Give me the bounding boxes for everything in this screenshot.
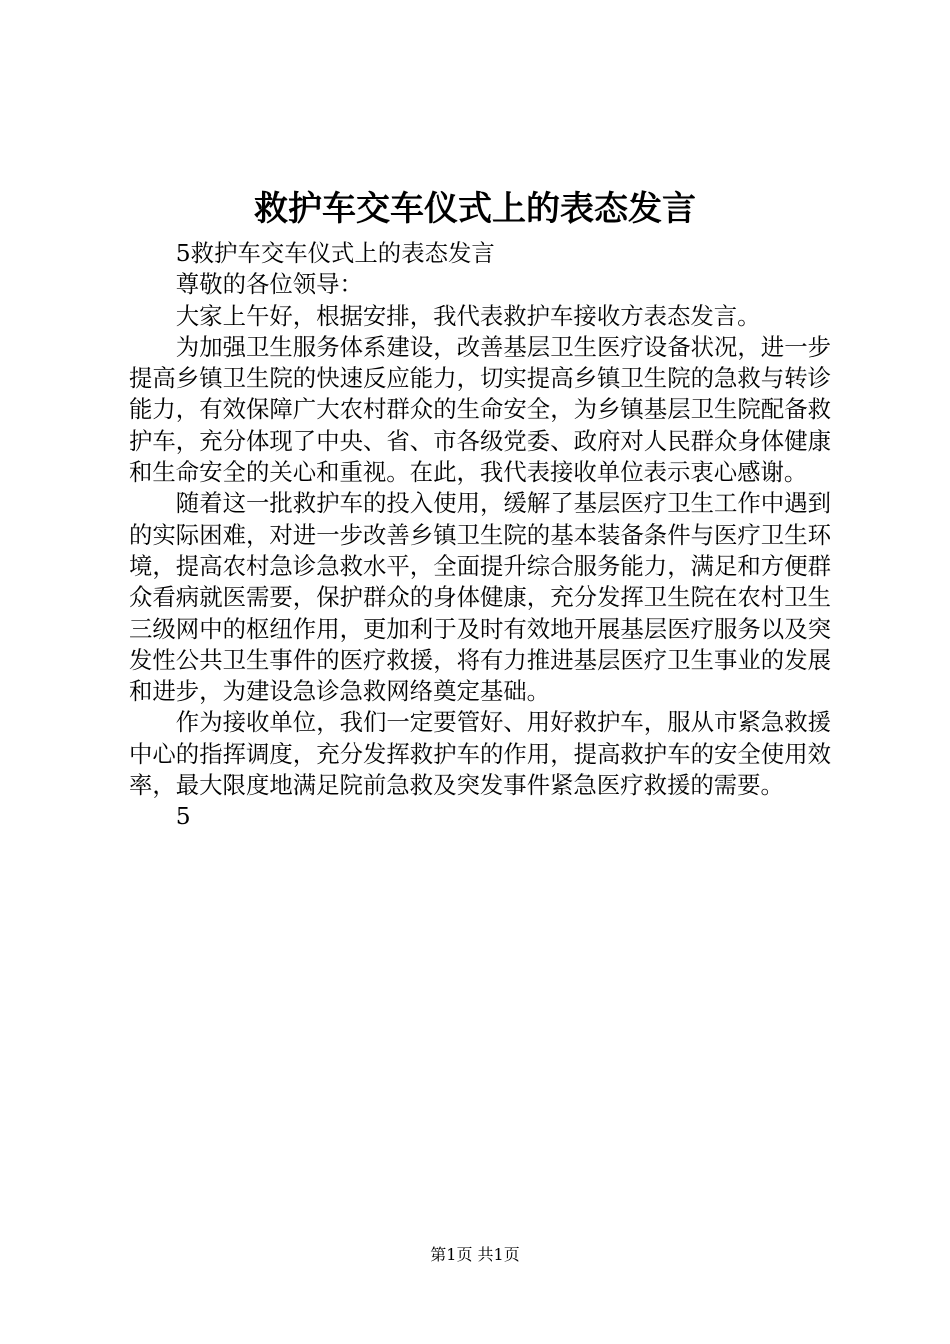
body-paragraph: 为加强卫生服务体系建设，改善基层卫生医疗设备状况，进一步提高乡镇卫生院的快速反应能力，切实提高乡镇卫生院的急救与转诊能力，有效保障广大农村群众的生命安全，为乡镇基层卫生院配备救护车，充分体现了中央、省、市各级党委、政府对人民群众身体健康和生命安全的关心和重视。在此，我代表接收单位表示衷心感谢。 <box>129 332 831 487</box>
document-body <box>129 238 831 833</box>
page-total-label: 共1页 <box>477 1245 520 1264</box>
body-paragraph: 作为接收单位，我们一定要管好、用好救护车，服从市紧急救援中心的指挥调度，充分发挥救护车的作用，提高救护车的安全使用效率，最大限度地满足院前急救及突发事件紧急医疗救援的需要。 <box>129 708 831 800</box>
document-title: 救护车交车仪式上的表态发言 <box>254 189 696 229</box>
subtitle-paragraph: 5救护车交车仪式上的表态发言 <box>175 239 495 267</box>
body-paragraph: 随着这一批救护车的投入使用，缓解了基层医疗卫生工作中遇到的实际困难，对进一步改善乡镇卫生院的基本装备条件与医疗卫生环境，提高农村急诊急救水平，全面提升综合服务能力，满足和方便群众看病就医需要，保护群众的身体健康，充分发挥卫生院在农村卫生三级网中的枢纽作用，更加利于及时有效地开展基层医疗服务以及突发性公共卫生事件的医疗救援，将有力推进基层医疗卫生事业的发展和进步，为建设急诊急救网络奠定基础。 <box>129 489 831 706</box>
page-footer <box>0 1244 950 1266</box>
salutation-paragraph: 尊敬的各位领导： <box>175 270 363 299</box>
closing-paragraph: 5 <box>175 802 191 831</box>
page-number-label: 第1页 <box>430 1245 473 1264</box>
greeting-paragraph: 大家上午好，根据安排，我代表救护车接收方表态发言。 <box>175 301 761 330</box>
